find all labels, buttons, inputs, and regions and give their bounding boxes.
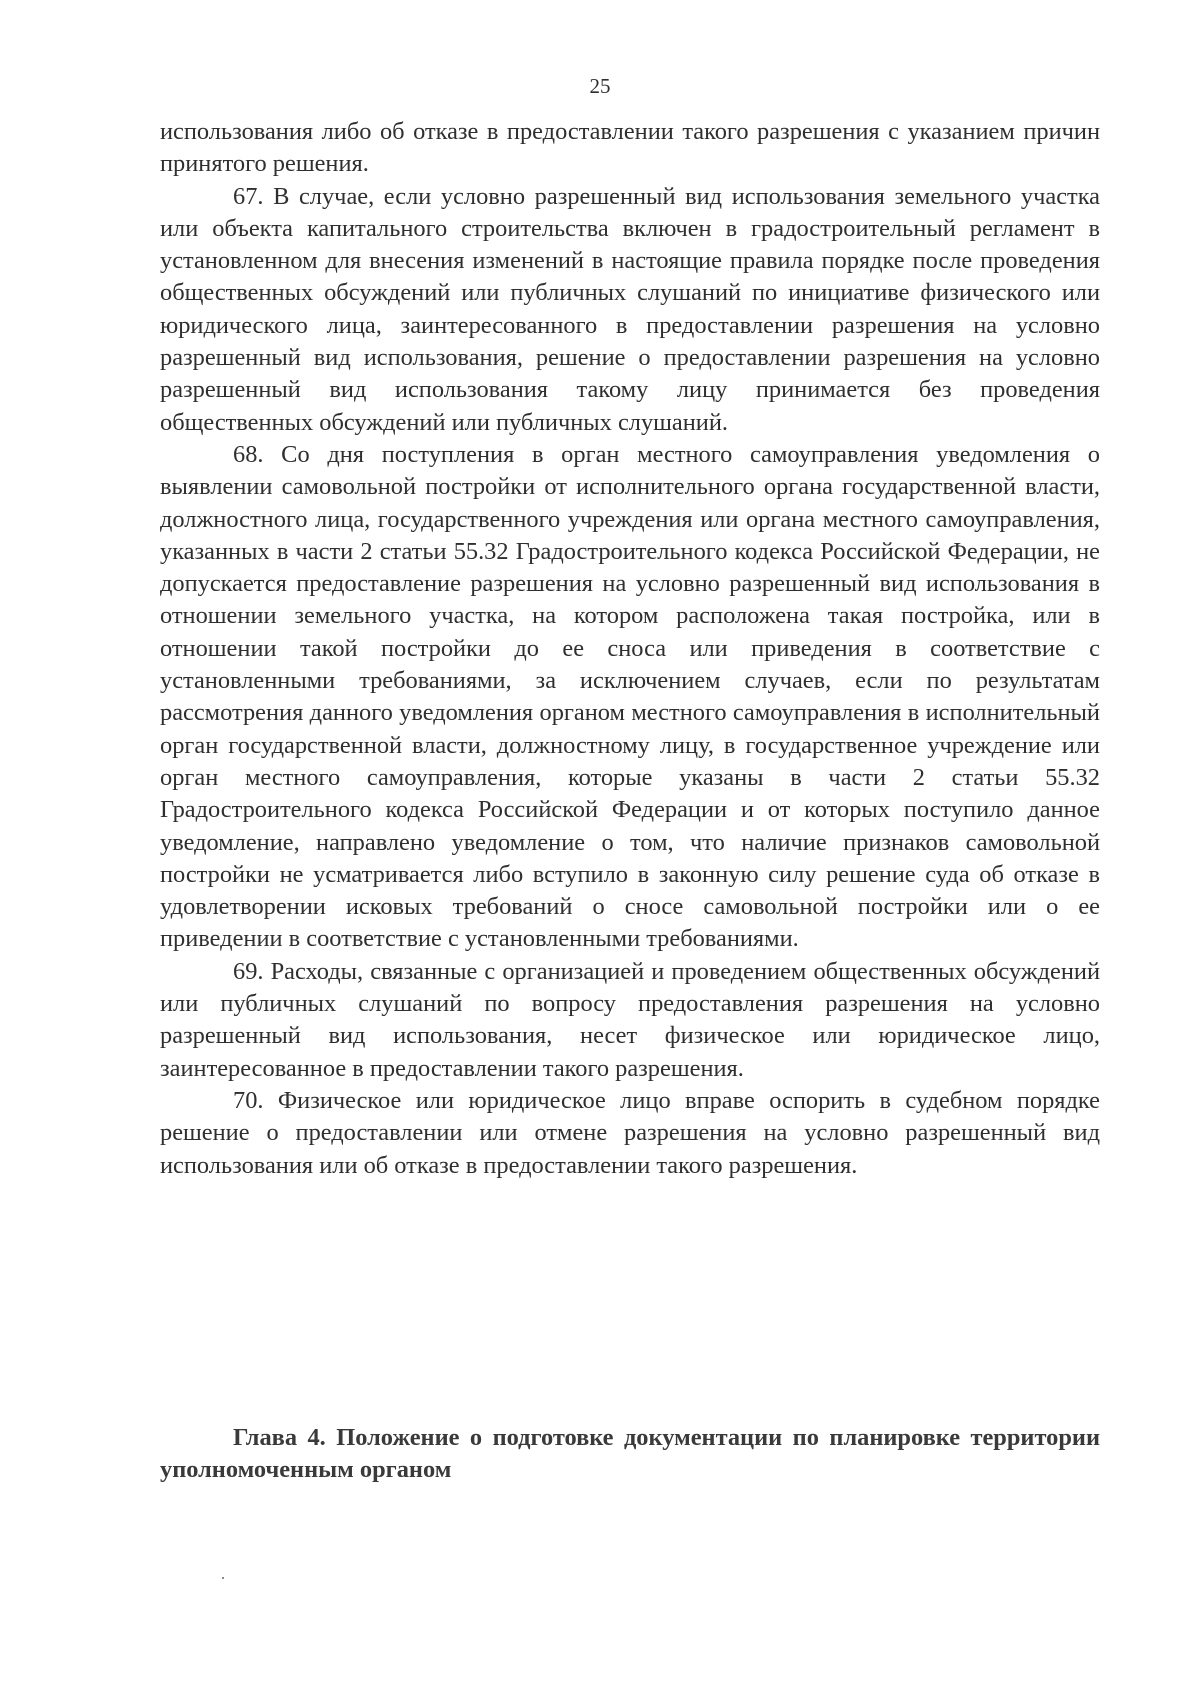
page-number: 25 [589,74,611,98]
paragraph-continuation: использования либо об отказе в предоставлении такого разрешения с указанием причин принятого решения. [160,118,1100,178]
scan-speck [222,1577,224,1579]
document-body [160,116,1100,1182]
paragraph-70: 70. Физическое или юридическое лицо вправе оспорить в судебном порядке решение о предоставлении или отмене разрешения на условно разрешенный вид использования или об отказе в предоставлении такого разрешения. [160,1086,1100,1179]
paragraph-67: 67. В случае, если условно разрешенный вид использования земельного участка или объекта капитального строительства включен в градостроительный регламент в установленном для внесения изменений в настоящие правила порядке после проведения общественных обсуждений или публичных слушаний по инициативе физического или юридического лица, заинтересованного в предоставлении разрешения на условно разрешенный вид использования, решение о предоставлении разрешения на условно разрешенный вид использования такому лицу принимается без проведения общественных обсуждений или публичных слушаний. [160,182,1100,436]
paragraph-69: 69. Расходы, связанные с организацией и проведением общественных обсуждений или публичных слушаний по вопросу предоставления разрешения на условно разрешенный вид использования, несет физическое или юридическое лицо, заинтересованное в предоставлении такого разрешения. [160,957,1100,1082]
chapter-heading: Глава 4. Положение о подготовке документации по планировке территории уполномоченным органом [160,1424,1100,1483]
paragraph-68: 68. Со дня поступления в орган местного самоуправления уведомления о выявлении самовольной постройки от исполнительного органа государственной власти, должностного лица, государственного учреждения или органа местного самоуправления, указанных в части 2 статьи 55.32 Градостроительного кодекса Российской Федерации, не допускается предоставление разрешения на условно разрешенный вид использования в отношении земельного участка, на котором расположена такая постройка, или в отношении такой постройки до ее сноса или приведения в соответствие с установленными требованиями, за исключением случаев, если по результатам рассмотрения данного уведомления органом местного самоуправления в исполнительный орган государственной власти, должностному лицу, в государственное учреждение или орган местного самоуправления, которые указаны в части 2 статьи 55.32 Градостроительного кодекса Российской Федерации и от которых поступило данное уведомление, направлено уведомление о том, что наличие признаков самовольной постройки не усматривается либо вступило в законную силу решение суда об отказе в удовлетворении исковых требований о сносе самовольной постройки или о ее приведении в соответствие с установленными требованиями. [160,440,1100,953]
